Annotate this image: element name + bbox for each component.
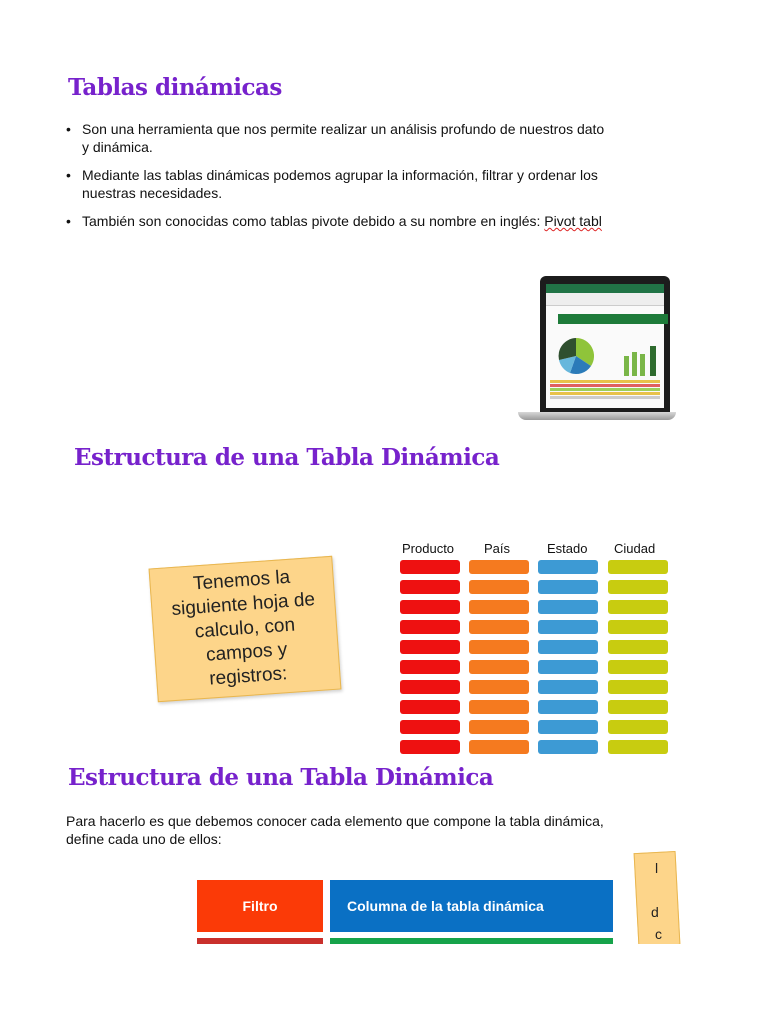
record-bar bbox=[400, 740, 460, 754]
dashboard-chart-graphic bbox=[546, 284, 664, 408]
mini-bar bbox=[640, 354, 645, 376]
sticky-note-text: Tenemos la siguiente hoja de calculo, con campos y registros: bbox=[170, 566, 316, 690]
record-bar bbox=[400, 620, 460, 634]
record-bar bbox=[469, 620, 529, 634]
record-bar bbox=[608, 720, 668, 734]
bullet-text-cont: nuestras necesidades. bbox=[82, 185, 223, 201]
bullet-item bbox=[66, 166, 706, 202]
grid-row bbox=[550, 392, 660, 395]
record-bar bbox=[469, 640, 529, 654]
paragraph-line: define cada uno de ellos: bbox=[66, 831, 222, 847]
laptop-base bbox=[518, 412, 676, 420]
bullet-item bbox=[66, 212, 706, 230]
record-bar bbox=[608, 700, 668, 714]
side-note-letter: c bbox=[655, 926, 662, 942]
record-bar bbox=[400, 640, 460, 654]
record-bar bbox=[400, 700, 460, 714]
grid-row bbox=[550, 384, 660, 387]
record-bar bbox=[469, 560, 529, 574]
bullet-text: También son conocidas como tablas pivote debido a su nombre en inglés: bbox=[82, 213, 545, 229]
side-note-letter: d bbox=[651, 904, 659, 920]
record-bar bbox=[400, 660, 460, 674]
record-bar bbox=[469, 720, 529, 734]
laptop-excel-image bbox=[518, 276, 678, 426]
record-bar bbox=[538, 680, 598, 694]
paragraph-line: Para hacerlo es que debemos conocer cada elemento que compone la tabla dinámica, bbox=[66, 813, 604, 829]
tile-columna bbox=[330, 880, 613, 932]
record-bar bbox=[538, 720, 598, 734]
section2-title: Estructura de una Tabla Dinámica bbox=[74, 444, 500, 471]
column-header-estado: Estado bbox=[547, 541, 588, 556]
record-bar bbox=[469, 660, 529, 674]
record-bar bbox=[469, 600, 529, 614]
grid-row bbox=[550, 396, 660, 399]
record-bar bbox=[469, 580, 529, 594]
record-bar bbox=[400, 580, 460, 594]
bullet-dot: • bbox=[66, 167, 71, 183]
record-bar bbox=[469, 700, 529, 714]
record-bar bbox=[538, 600, 598, 614]
page-bottom-margin bbox=[0, 944, 768, 1024]
record-bar bbox=[608, 740, 668, 754]
tile-filtro bbox=[197, 880, 323, 932]
record-bar bbox=[400, 560, 460, 574]
record-bar bbox=[469, 740, 529, 754]
column-header-ciudad: Ciudad bbox=[614, 541, 656, 556]
column-header-pais: País bbox=[484, 541, 511, 556]
record-bar bbox=[608, 660, 668, 674]
record-bar bbox=[400, 680, 460, 694]
bullet-dot: • bbox=[66, 121, 71, 137]
record-bar bbox=[538, 740, 598, 754]
record-bar bbox=[538, 700, 598, 714]
record-bar bbox=[608, 600, 668, 614]
bullet-text-misspelled: Pivot tabl bbox=[544, 213, 602, 229]
laptop-screen bbox=[540, 276, 670, 412]
bullet-list bbox=[66, 120, 706, 240]
mini-bar bbox=[632, 352, 637, 376]
record-bar bbox=[538, 580, 598, 594]
record-bar bbox=[400, 720, 460, 734]
record-bar bbox=[608, 560, 668, 574]
grid-row bbox=[550, 388, 660, 391]
column-header-producto: Producto bbox=[402, 541, 455, 556]
record-bar bbox=[608, 620, 668, 634]
record-bar bbox=[469, 680, 529, 694]
bullet-item bbox=[66, 120, 706, 156]
tile-filtro-label: Filtro bbox=[242, 898, 278, 914]
bullet-dot: • bbox=[66, 213, 71, 229]
record-bar bbox=[608, 640, 668, 654]
record-bar bbox=[538, 660, 598, 674]
grid-row bbox=[550, 380, 660, 383]
spreadsheet-screenshot bbox=[546, 284, 664, 408]
record-bar bbox=[608, 680, 668, 694]
bullet-text-cont: y dinámica. bbox=[82, 139, 153, 155]
side-note-letter: l bbox=[655, 860, 659, 876]
mini-bar bbox=[624, 356, 629, 376]
sticky-note bbox=[149, 556, 342, 703]
section3-title: Estructura de una Tabla Dinámica bbox=[68, 764, 494, 791]
bullet-text: Son una herramienta que nos permite realizar un análisis profundo de nuestros dato bbox=[82, 121, 605, 137]
record-bar bbox=[608, 580, 668, 594]
record-bar bbox=[538, 560, 598, 574]
record-bar bbox=[538, 620, 598, 634]
mini-bar bbox=[650, 346, 656, 376]
record-bar bbox=[400, 600, 460, 614]
intro-paragraph bbox=[66, 812, 706, 848]
tile-columna-label: Columna de la tabla dinámica bbox=[347, 898, 544, 914]
record-bar bbox=[538, 640, 598, 654]
section1-title: Tablas dinámicas bbox=[68, 74, 282, 101]
bullet-text: Mediante las tablas dinámicas podemos agrupar la información, filtrar y ordenar los bbox=[82, 167, 598, 183]
